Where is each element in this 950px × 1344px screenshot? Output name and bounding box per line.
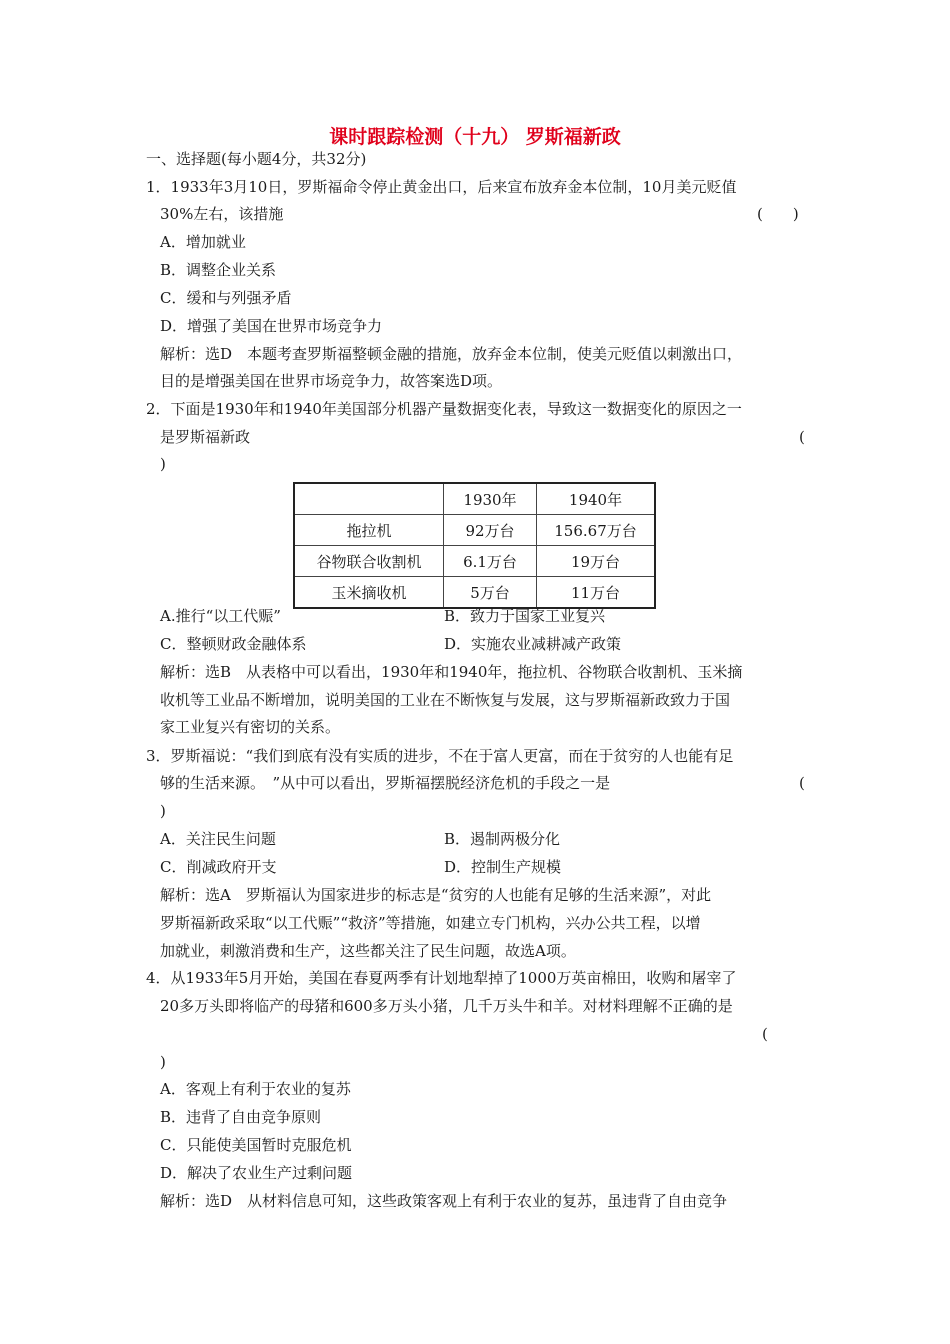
q2-analysis-line1: 解析：选B 从表格中可以看出，1930年和1940年，拖拉机、谷物联合收割机、玉米摘 [160, 663, 743, 681]
table-cell: 玉米摘收机 [294, 577, 444, 609]
table-cell: 11万台 [537, 577, 656, 609]
q4-analysis-line1: 解析：选D 从材料信息可知，这些政策客观上有利于农业的复苏，虽违背了自由竞争 [160, 1192, 728, 1210]
q1-stem-line1: 1．1933年3月10日，罗斯福命令停止黄金出口，后来宣布放弃金本位制，10月美元贬值 [146, 178, 737, 196]
q2-stem-line1: 2．下面是1930年和1940年美国部分机器产量数据变化表，导致这一数据变化的原因之一 [146, 400, 742, 418]
table-cell: 5万台 [444, 577, 537, 609]
q1-option-c: C．缓和与列强矛盾 [160, 289, 292, 307]
q3-option-b: B．遏制两极分化 [444, 830, 561, 848]
q2-option-a: A.推行“以工代赈” [160, 607, 281, 625]
table-cell: 19万台 [537, 546, 656, 577]
q4-option-d: D．解决了农业生产过剩问题 [160, 1164, 353, 1182]
q3-stem-line2: 够的生活来源。 ”从中可以看出，罗斯福摆脱经济危机的手段之一是 [160, 774, 611, 792]
q2-paren-close: ) [160, 455, 166, 473]
table-header-cell: 1930年 [444, 483, 537, 515]
section-heading: 一、选择题(每小题4分，共32分) [146, 150, 367, 168]
q3-paren-close: ) [160, 802, 166, 820]
q2-analysis-line3: 家工业复兴有密切的关系。 [160, 718, 341, 736]
table-row [294, 515, 655, 546]
q1-answer-paren: ( ) [757, 205, 799, 223]
q1-analysis-line2: 目的是增强美国在世界市场竞争力，故答案选D项。 [160, 372, 503, 390]
q2-option-b: B．致力于国家工业复兴 [444, 607, 606, 625]
q4-option-b: B．违背了自由竞争原则 [160, 1108, 322, 1126]
q3-option-c: C．削减政府开支 [160, 858, 277, 876]
machine-output-table [293, 482, 656, 609]
table-header-cell: 1940年 [537, 483, 656, 515]
q4-stem-line1: 4．从1933年5月开始，美国在春夏两季有计划地犁掉了1000万英亩棉田，收购和屠宰了 [146, 969, 737, 987]
table-cell: 拖拉机 [294, 515, 444, 546]
table-header-cell [294, 483, 444, 515]
q3-option-a: A．关注民生问题 [160, 830, 276, 848]
table-cell: 6.1万台 [444, 546, 537, 577]
page-title: 课时跟踪检测（十九） 罗斯福新政 [329, 126, 621, 148]
q2-paren-open: ( [799, 428, 805, 446]
q2-analysis-line2: 收机等工业品不断增加，说明美国的工业在不断恢复与发展，这与罗斯福新政致力于国 [160, 691, 731, 709]
table-row [294, 577, 655, 609]
q1-analysis-line1: 解析：选D 本题考查罗斯福整顿金融的措施，放弃金本位制，使美元贬值以刺激出口， [160, 345, 743, 363]
q3-analysis-line1: 解析：选A 罗斯福认为国家进步的标志是“贫穷的人也能有足够的生活来源”，对此 [160, 886, 712, 904]
q3-paren-open: ( [799, 774, 805, 792]
q3-stem-line1: 3．罗斯福说：“我们到底有没有实质的进步，不在于富人更富，而在于贫穷的人也能有足 [146, 747, 734, 765]
q2-option-c: C．整顿财政金融体系 [160, 635, 307, 653]
q4-stem-line2: 20多万头即将临产的母猪和600多万头小猪，几千万头牛和羊。对材料理解不正确的是 [160, 997, 733, 1015]
table-cell: 92万台 [444, 515, 537, 546]
q4-paren-open: ( [762, 1025, 768, 1043]
q3-option-d: D．控制生产规模 [444, 858, 562, 876]
q4-option-c: C．只能使美国暂时克服危机 [160, 1136, 352, 1154]
q3-analysis-line3: 加就业，刺激消费和生产，这些都关注了民生问题，故选A项。 [160, 942, 576, 960]
table-cell: 156.67万台 [537, 515, 656, 546]
q3-analysis-line2: 罗斯福新政采取“以工代赈”“救济”等措施，如建立专门机构，兴办公共工程，以增 [160, 914, 701, 932]
table-cell: 谷物联合收割机 [294, 546, 444, 577]
q1-option-d: D．增强了美国在世界市场竞争力 [160, 317, 383, 335]
q2-stem-line2: 是罗斯福新政 [160, 428, 251, 446]
q1-option-a: A．增加就业 [160, 233, 246, 251]
q1-option-b: B．调整企业关系 [160, 261, 277, 279]
table-header-row [294, 483, 655, 515]
q4-paren-close: ) [160, 1053, 166, 1071]
q4-option-a: A．客观上有利于农业的复苏 [160, 1080, 351, 1098]
q2-option-d: D．实施农业减耕减产政策 [444, 635, 622, 653]
table-row [294, 546, 655, 577]
q1-stem-line2: 30%左右，该措施 [160, 205, 284, 223]
